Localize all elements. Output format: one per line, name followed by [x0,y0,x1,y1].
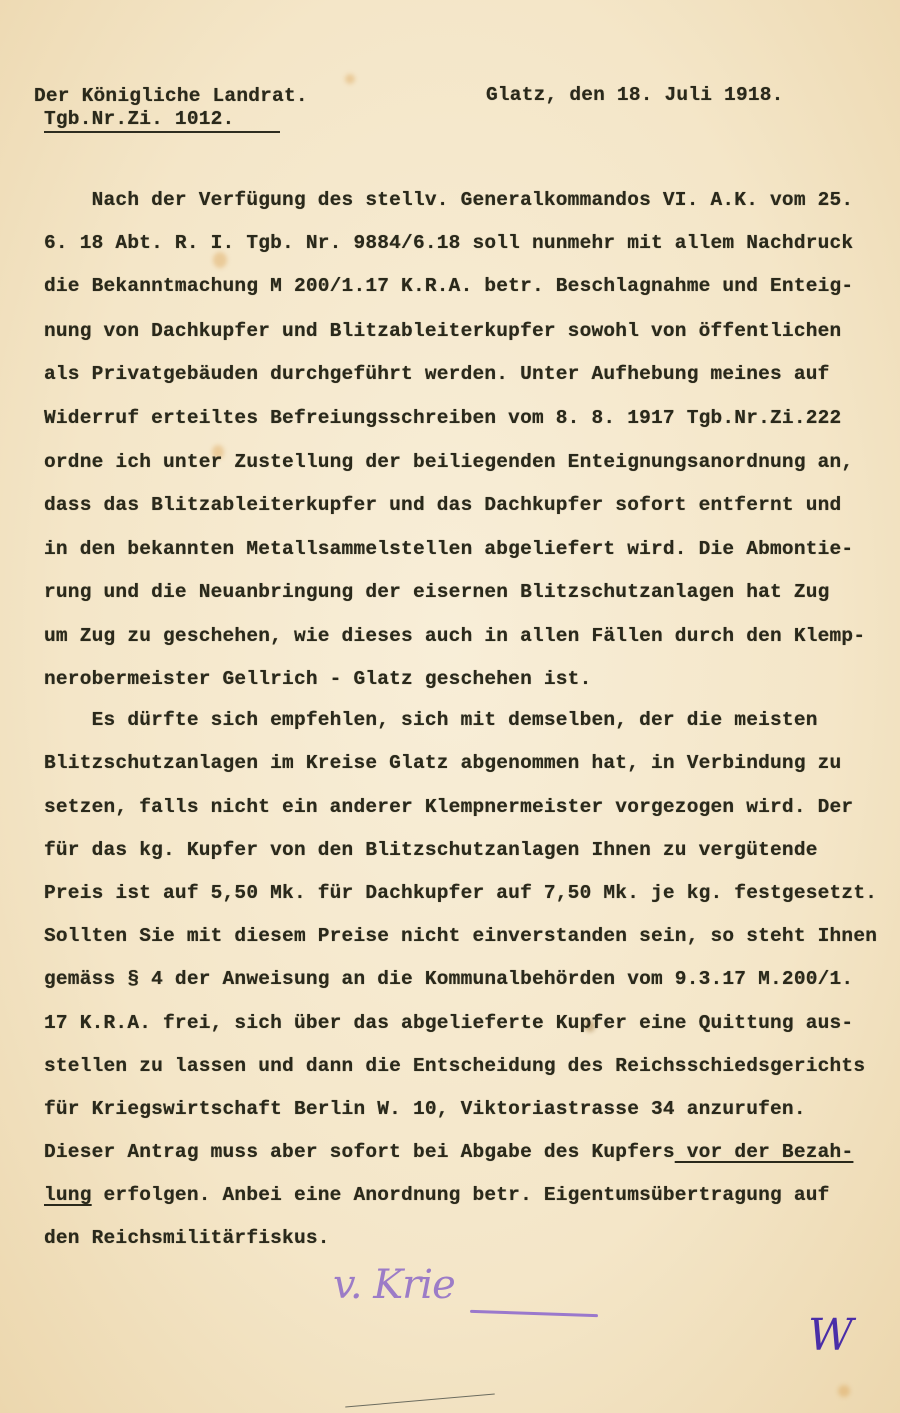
pencil-mark [345,1393,495,1407]
body-line: dass das Blitzableiterkupfer und das Dachkupfer sofort entfernt und [44,494,842,516]
body-line: Nach der Verfügung des stellv. Generalkommandos VI. A.K. vom 25. [44,189,854,211]
body-line: setzen, falls nicht ein anderer Klempnermeister vorgezogen wird. Der [44,796,854,818]
stain [838,1385,850,1397]
body-line: als Privatgebäuden durchgeführt werden. Unter Aufhebung meines auf [44,363,830,385]
body-line [44,1140,853,1164]
body-line: den Reichsmilitärfiskus. [44,1227,330,1249]
body-text: Dieser Antrag muss aber sofort bei Abgabe des Kupfers [44,1141,675,1163]
body-line: in den bekannten Metallsammelstellen abgeliefert wird. Die Abmontie- [44,538,854,560]
body-line: ordne ich unter Zustellung der beiliegenden Enteignungsanordnung an, [44,451,854,473]
body-line: stellen zu lassen und dann die Entscheidung des Reichsschiedsgerichts [44,1055,866,1077]
body-line: nung von Dachkupfer und Blitzableiterkupfer sowohl von öffentlichen [44,320,842,342]
body-line: Widerruf erteiltes Befreiungsschreiben vom 8. 8. 1917 Tgb.Nr.Zi.222 [44,407,842,429]
body-line: Blitzschutzanlagen im Kreise Glatz abgenommen hat, in Verbindung zu [44,752,842,774]
body-line: für das kg. Kupfer von den Blitzschutzanlagen Ihnen zu vergütende [44,839,818,861]
body-text: erfolgen. Anbei eine Anordnung betr. Eigentumsübertragung auf [91,1184,830,1206]
stain [345,74,355,84]
body-line: 6. 18 Abt. R. I. Tgb. Nr. 9884/6.18 soll nunmehr mit allem Nachdruck [44,232,854,254]
body-line: Sollten Sie mit diesem Preise nicht einverstanden sein, so steht Ihnen [44,925,878,947]
body-line: nerobermeister Gellrich - Glatz geschehen ist. [44,668,592,690]
body-line: Preis ist auf 5,50 Mk. für Dachkupfer auf 7,50 Mk. je kg. festgesetzt. [44,882,878,904]
body-line [44,1183,830,1207]
signature-flourish [470,1310,598,1317]
body-line: 17 K.R.A. frei, sich über das abgelieferte Kupfer eine Quittung aus- [44,1012,854,1034]
handwritten-signature: v. Krie [333,1262,455,1308]
reference-number: Tgb.Nr.Zi. 1012. [44,108,235,130]
body-line: für Kriegswirtschaft Berlin W. 10, Viktoriastrasse 34 anzurufen. [44,1098,806,1120]
body-line: um Zug zu geschehen, wie dieses auch in allen Fällen durch den Klemp- [44,625,866,647]
body-line: rung und die Neuanbringung der eisernen Blitzschutzanlagen hat Zug [44,581,830,603]
underlined-text: vor der Bezah- [674,1141,854,1163]
place-and-date: Glatz, den 18. Juli 1918. [486,84,784,106]
body-line: die Bekanntmachung M 200/1.17 K.R.A. betr. Beschlagnahme und Enteig- [44,275,854,297]
handwritten-initial: W [808,1310,854,1361]
issuing-authority: Der Königliche Landrat. [34,85,308,107]
body-line: gemäss § 4 der Anweisung an die Kommunalbehörden vom 9.3.17 M.200/1. [44,968,854,990]
reference-underline [44,131,280,133]
body-line: Es dürfte sich empfehlen, sich mit demselben, der die meisten [44,709,818,731]
underlined-text: lung [44,1184,92,1206]
